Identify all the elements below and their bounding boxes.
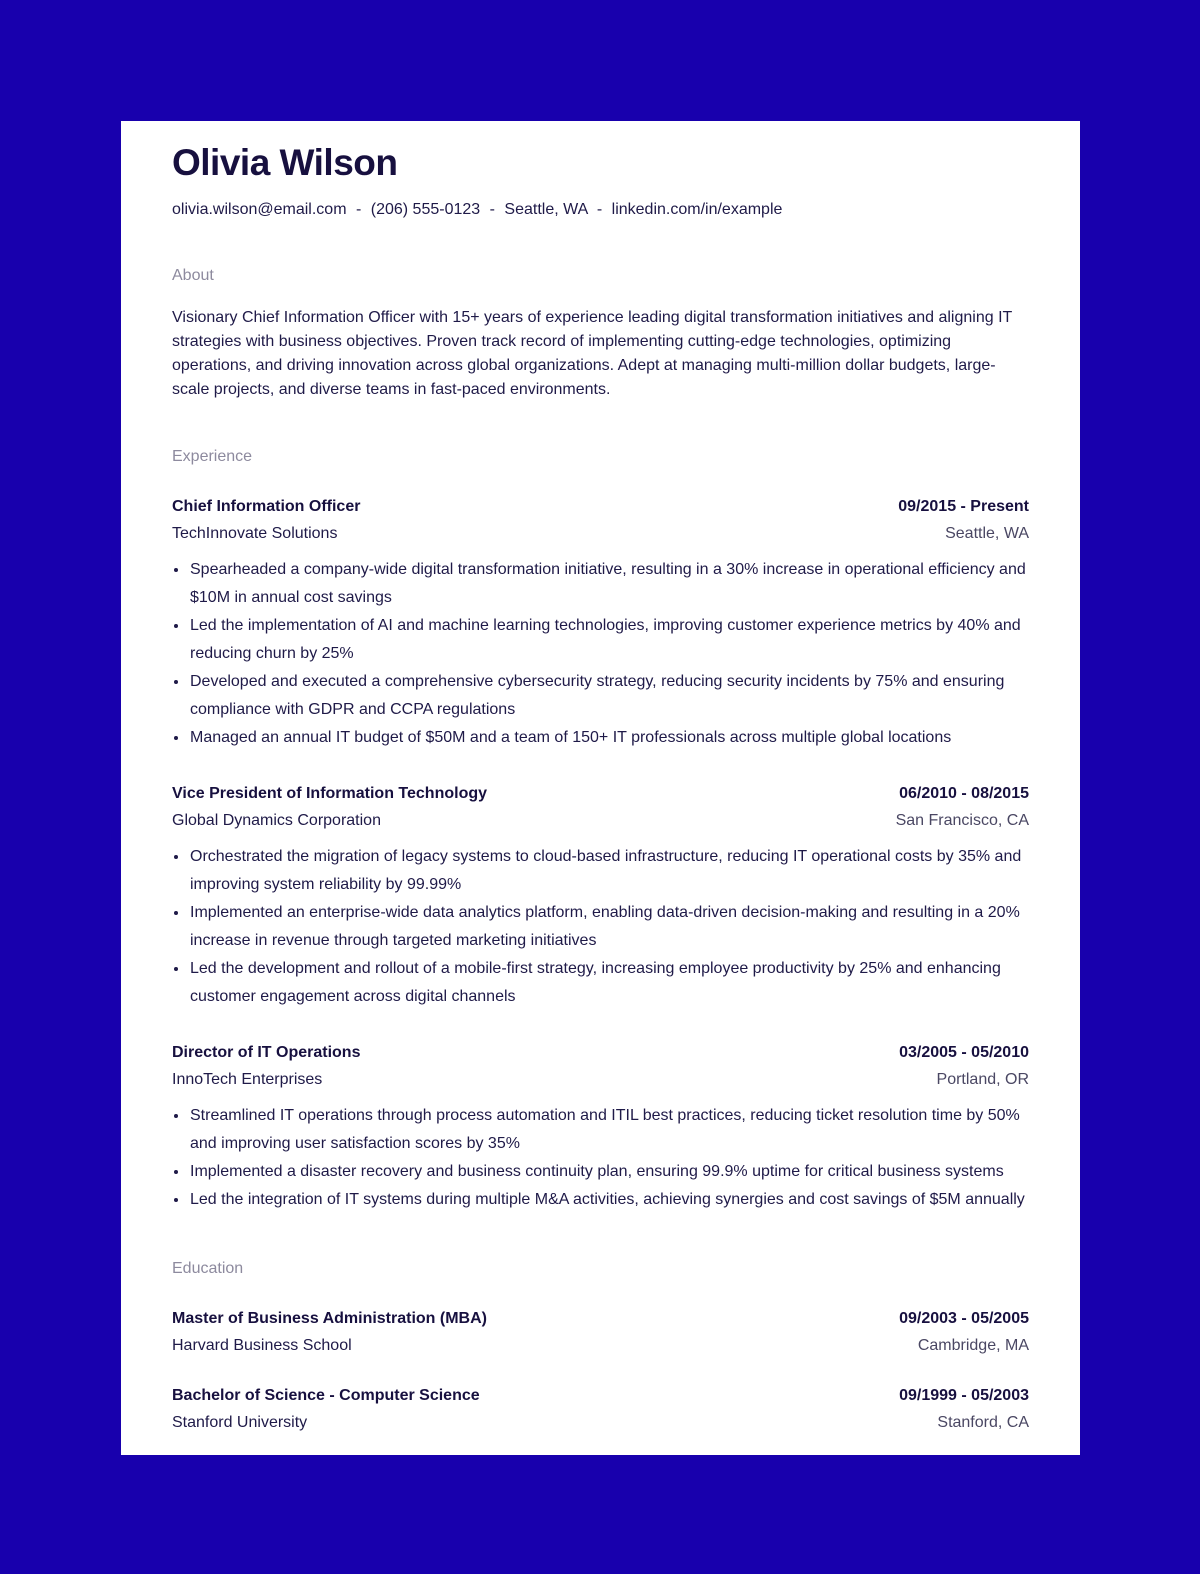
job-entry (172, 1039, 1029, 1214)
job-company: Global Dynamics Corporation (172, 812, 381, 829)
contact-phone: (206) 555-0123 (370, 201, 481, 218)
contact-linkedin[interactable]: linkedin.com/in/example (611, 201, 783, 218)
job-bullet: • Spearheaded a company-wide digital transformation initiative, resulting in a 30% increase in operational efficiency and $10M in annual cost savings (189, 556, 1029, 612)
job-bullet: • Developed and executed a comprehensive cybersecurity strategy, reducing security incidents by 75% and ensuring compliance with GDPR and CCPA regulations (189, 668, 1029, 724)
job-bullet: • Led the integration of IT systems during multiple M&A activities, achieving synergies and cost savings of $5M annually (189, 1186, 1029, 1214)
job-role: Director of IT Operations (172, 1044, 361, 1061)
job-dates: 09/2015 - Present (898, 498, 1029, 515)
education-entry (172, 1305, 1029, 1359)
job-bullet: • Implemented a disaster recovery and business continuity plan, ensuring 99.9% uptime for critical business systems (189, 1158, 1029, 1186)
job-company: InnoTech Enterprises (172, 1071, 323, 1088)
job-bullet: • Led the development and rollout of a mobile-first strategy, increasing employee productivity by 25% and enhancing customer engagement across digital channels (189, 955, 1029, 1011)
job-bullets (172, 843, 1029, 1011)
education-degree: Bachelor of Science - Computer Science (172, 1387, 480, 1404)
job-entry (172, 493, 1029, 752)
education-dates: 09/1999 - 05/2003 (899, 1387, 1029, 1404)
job-company: TechInnovate Solutions (172, 525, 338, 542)
education-dates: 09/2003 - 05/2005 (899, 1310, 1029, 1327)
job-dates: 03/2005 - 05/2010 (899, 1044, 1029, 1061)
job-bullet: • Implemented an enterprise-wide data analytics platform, enabling data-driven decision-making and resulting in a 20% increase in revenue through targeted marketing initiatives (189, 899, 1029, 955)
job-bullet: • Led the implementation of AI and machine learning technologies, improving customer experience metrics by 40% and reducing churn by 25% (189, 612, 1029, 668)
education-school: Harvard Business School (172, 1337, 352, 1354)
education-school: Stanford University (172, 1414, 308, 1431)
contact-location: Seattle, WA (504, 201, 588, 218)
job-role: Vice President of Information Technology (172, 785, 488, 802)
contact-separator: - (596, 201, 603, 218)
contact-separator: - (489, 201, 495, 218)
contact-separator: - (355, 201, 362, 218)
job-bullets (172, 1102, 1029, 1214)
contact-line (172, 199, 1029, 221)
education-location: Cambridge, MA (917, 1337, 1029, 1354)
job-location: Portland, OR (936, 1071, 1029, 1088)
job-dates: 06/2010 - 08/2015 (899, 785, 1029, 802)
job-location: Seattle, WA (945, 525, 1029, 542)
job-bullet: • Streamlined IT operations through process automation and ITIL best practices, reducing ticket resolution time by 50% and improving user satisfaction scores by 35% (189, 1102, 1029, 1158)
about-section-title: About (172, 267, 214, 284)
job-entry (172, 780, 1029, 1011)
education-location: Stanford, CA (937, 1414, 1029, 1431)
experience-section-title: Experience (172, 448, 253, 465)
job-bullets (172, 556, 1029, 752)
job-bullet: • Managed an annual IT budget of $50M and a team of 150+ IT professionals across multiple global locations (189, 724, 1029, 752)
education-section-title: Education (172, 1260, 244, 1277)
job-bullet: • Orchestrated the migration of legacy systems to cloud-based infrastructure, reducing IT operational costs by 35% and improving system reliability by 99.99% (189, 843, 1029, 899)
education-degree: Master of Business Administration (MBA) (172, 1310, 487, 1327)
contact-email[interactable]: olivia.wilson@email.com (172, 201, 347, 218)
job-role: Chief Information Officer (172, 498, 361, 515)
about-text: Visionary Chief Information Officer with 15+ years of experience leading digital transformation initiatives and aligning IT strategies with business objectives. Proven track record of implementing cutting-edge technologies, optimizing operations, and driving innovation across global organizations. Adept at managing multi-million dollar budgets, large-scale projects, and diverse teams in fast-paced environments. (172, 309, 1013, 398)
education-entry (172, 1382, 1029, 1436)
job-location: San Francisco, CA (895, 812, 1029, 829)
candidate-name: Olivia Wilson (172, 142, 398, 183)
resume-page (121, 121, 1080, 1455)
